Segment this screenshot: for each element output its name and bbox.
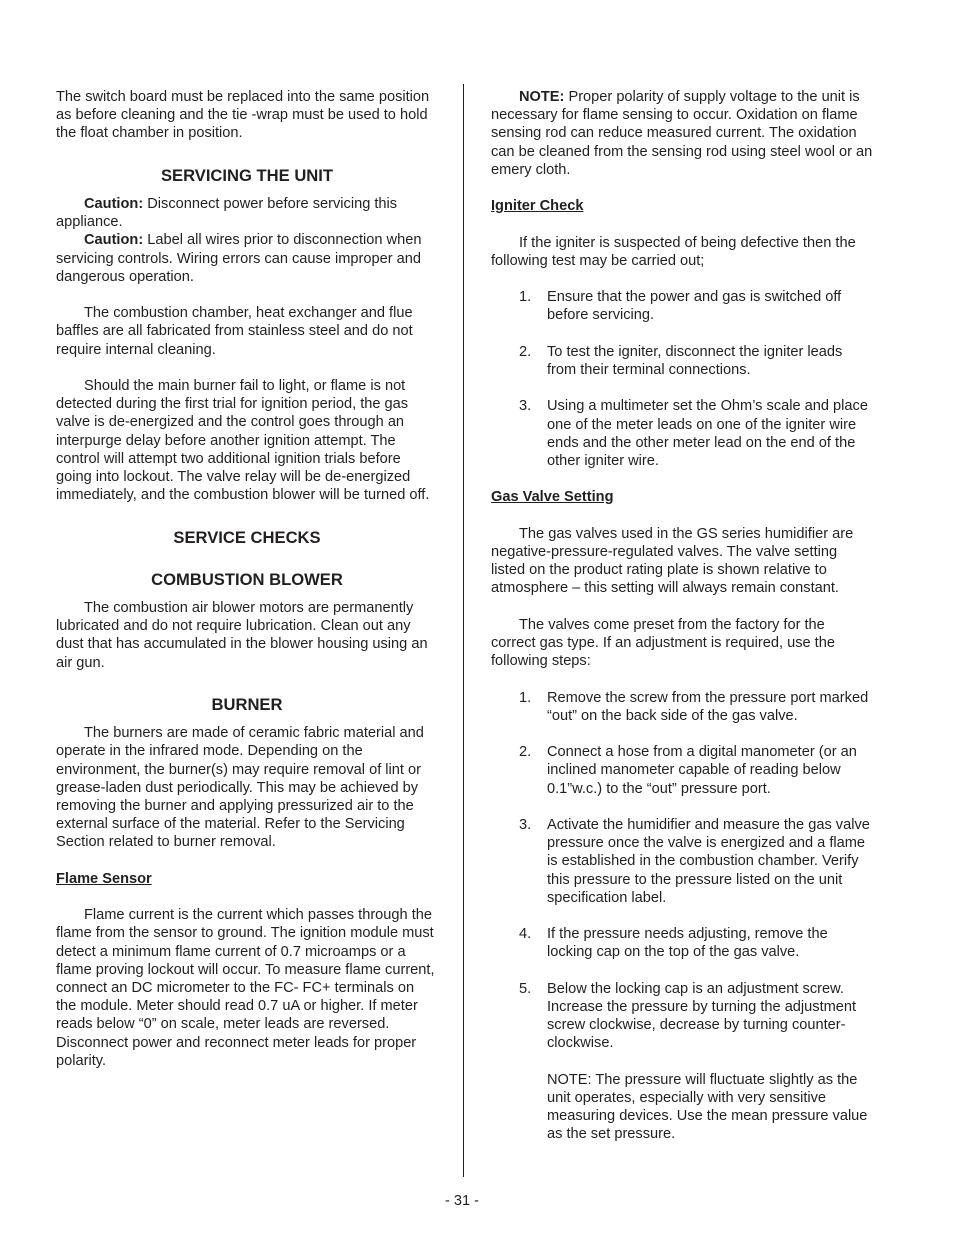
servicing-heading: SERVICING THE UNIT bbox=[160, 165, 334, 185]
igniter-intro-paragraph: If the igniter is suspected of being defective then the following test may be carried out; bbox=[491, 234, 856, 269]
list-text: Remove the screw from the pressure port marked “out” on the back side of the gas valve. bbox=[547, 689, 869, 724]
final-note bbox=[491, 1071, 873, 1144]
burner-heading: BURNER bbox=[211, 695, 283, 715]
list-number: 2. bbox=[519, 744, 532, 761]
list-text: Using a multimeter set the Ohm’s scale and place one of the meter leads on one of the igniter wire ends and the other meter lead on the end of the other igniter wire. bbox=[547, 398, 868, 469]
list-number: 3. bbox=[519, 398, 532, 415]
note-text: Proper polarity of supply voltage to the unit is necessary for flame sensing to occur. Oxidation on flame sensing rod can reduce measured current. The oxidation can be cleaned from the sensing rod using steel wool or an emery cloth. bbox=[491, 89, 873, 178]
list-number: 4. bbox=[519, 926, 532, 943]
combustion-chamber-paragraph: The combustion chamber, heat exchanger and flue baffles are all fabricated from stainless steel and do not require internal cleaning. bbox=[56, 305, 413, 358]
list-item bbox=[491, 689, 873, 725]
list-text: Below the locking cap is an adjustment screw. Increase the pressure by turning the adjustment screw clockwise, decrease by turning counter-clockwise. bbox=[547, 980, 857, 1052]
list-item bbox=[491, 816, 873, 907]
intro-paragraph: The switch board must be replaced into the same position as before cleaning and the tie -wrap must be used to hold the float chamber in position. bbox=[56, 89, 430, 142]
combustion-blower-heading: COMBUSTION BLOWER bbox=[151, 569, 343, 589]
service-checks-heading: SERVICE CHECKS bbox=[173, 527, 321, 547]
list-number: 3. bbox=[519, 816, 532, 833]
list-text: If the pressure needs adjusting, remove the locking cap on the top of the gas valve. bbox=[547, 926, 828, 961]
caution-paragraph-1 bbox=[56, 195, 438, 231]
right-column bbox=[491, 88, 873, 1144]
list-text: Activate the humidifier and measure the gas valve pressure once the valve is energized and a flame is established in the combustion chamber. Verify this pressure to the pressure listed on the unit specification label. bbox=[547, 816, 870, 906]
list-number: 5. bbox=[519, 980, 532, 997]
column-divider bbox=[463, 84, 464, 1177]
flame-sensor-heading: Flame Sensor bbox=[56, 870, 152, 887]
left-column bbox=[56, 88, 438, 1070]
gas-valve-paragraph-1: The gas valves used in the GS series humidifier are negative-pressure-regulated valves. The valve setting listed on the product rating plate is shown relative to atmosphere – this setting will always remain constant. bbox=[491, 525, 854, 597]
list-text: Connect a hose from a digital manometer (or an inclined manometer capable of reading below 0.1”w.c.) to the “out” pressure port. bbox=[547, 744, 857, 797]
caution-text-2: Label all wires prior to disconnection when servicing controls. Wiring errors can cause improper and dangerous operation. bbox=[56, 232, 422, 285]
list-text: To test the igniter, disconnect the igniter leads from their terminal connections. bbox=[547, 343, 843, 378]
list-number: 2. bbox=[519, 343, 532, 360]
list-number: 1. bbox=[519, 289, 532, 306]
list-item bbox=[491, 397, 873, 470]
list-item bbox=[491, 925, 873, 961]
list-item bbox=[491, 343, 873, 379]
final-note-text: NOTE: The pressure will fluctuate slightly as the unit operates, especially with very sensitive measuring devices. Use the mean pressure value as the set pressure. bbox=[547, 1071, 868, 1143]
list-number: 1. bbox=[519, 689, 532, 706]
blower-paragraph: The combustion air blower motors are permanently lubricated and do not require lubrication. Clean out any dust that has accumulated in the blower housing using an air gun. bbox=[56, 600, 428, 671]
list-text: Ensure that the power and gas is switched off before servicing. bbox=[547, 289, 842, 324]
caution-text-1: Disconnect power before servicing this appliance. bbox=[56, 196, 398, 231]
caution-label-1: Caution: bbox=[84, 196, 144, 212]
caution-paragraph-2 bbox=[56, 231, 438, 286]
list-item bbox=[491, 743, 873, 798]
caution-label-2: Caution: bbox=[84, 232, 144, 249]
igniter-check-heading: Igniter Check bbox=[491, 198, 584, 215]
burner-paragraph: The burners are made of ceramic fabric material and operate in the infrared mode. Depending on the environment, the burner(s) may require removal of lint or grease-laden dust periodically. This may be achieved by removing the burner and applying pressurized air to the external surface of the material. Refer to the Servicing Section related to burner removal. bbox=[56, 725, 424, 851]
gas-valve-paragraph-2: The valves come preset from the factory for the correct gas type. If an adjustment is required, use the following steps: bbox=[491, 616, 835, 670]
note-label: NOTE: bbox=[519, 89, 565, 105]
note-paragraph bbox=[491, 88, 873, 179]
list-item bbox=[491, 980, 873, 1053]
gas-valve-heading: Gas Valve Setting bbox=[491, 489, 614, 506]
list-item bbox=[491, 288, 873, 324]
page-number: - 31 - bbox=[444, 1193, 480, 1209]
main-burner-paragraph: Should the main burner fail to light, or flame is not detected during the first trial for ignition period, the gas valve is de-energized and the control goes through an interpurge delay before another ignition attempt. The control will attempt two additional ignition trials before going into lockout. The valve relay will be de-energized immediately, and the combustion blower will be turned off. bbox=[56, 378, 430, 504]
flame-sensor-paragraph: Flame current is the current which passes through the flame from the sensor to ground. The ignition module must detect a minimum flame current of 0.7 microamps or a flame proving lockout will occur. To measure flame current, connect an DC micrometer to the FC- FC+ terminals on the module. Meter should read 0.7 uA or higher. If meter reads below “0” on scale, meter leads are reversed. Disconnect power and reconnect meter leads for proper polarity. bbox=[56, 907, 435, 1069]
